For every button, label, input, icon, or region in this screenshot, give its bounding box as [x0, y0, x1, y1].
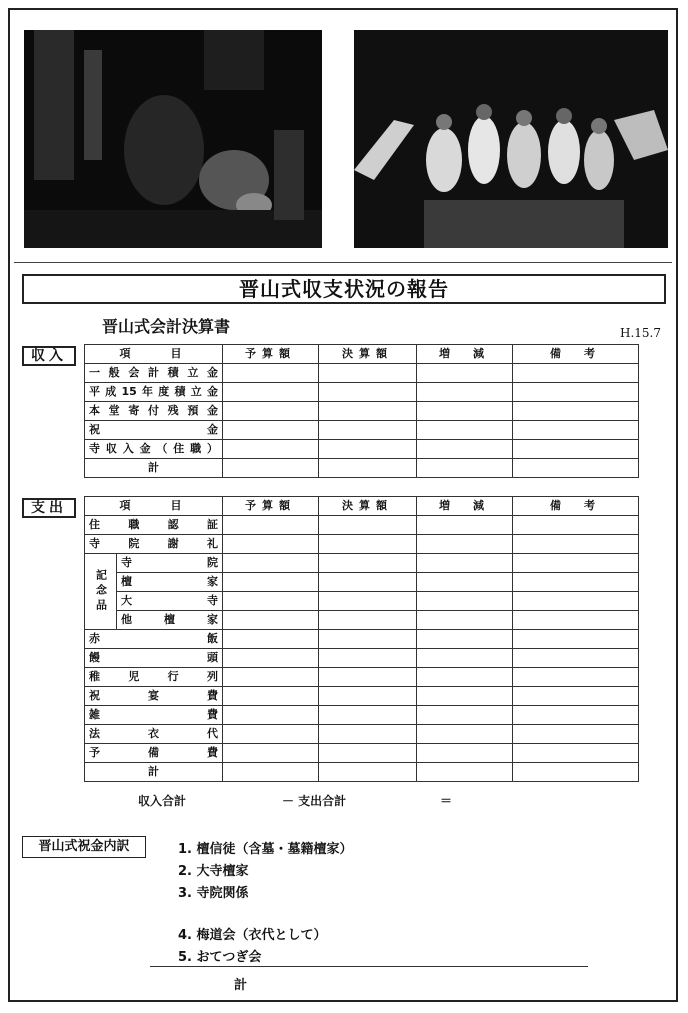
- expense-total: 計: [85, 763, 223, 782]
- expense-item: 饅頭: [85, 649, 223, 668]
- table-row: [85, 516, 639, 535]
- table-row: [85, 649, 639, 668]
- table-row: [85, 630, 639, 649]
- photo-ceremony-interior: [24, 30, 322, 248]
- header-divider: [14, 262, 672, 263]
- col-header-change: 増 減: [417, 497, 513, 516]
- expense-item: 檀家: [117, 573, 223, 592]
- col-header-change: 増 減: [417, 345, 513, 364]
- table-header-row: [85, 345, 639, 364]
- breakdown-item: 2. 大寺檀家: [178, 864, 249, 879]
- table-row: [85, 459, 639, 478]
- photo-group-portrait: [354, 30, 668, 248]
- col-header-notes: 備 考: [513, 497, 639, 516]
- expense-table: [84, 496, 639, 782]
- report-subtitle: 晋山式会計決算書: [102, 317, 231, 336]
- income-total: 計: [85, 459, 223, 478]
- table-row: [85, 611, 639, 630]
- col-header-budget: 予算額: [223, 345, 319, 364]
- expense-total-label: － 支出合計: [282, 794, 347, 808]
- report-title: 晋山式収支状況の報告: [22, 274, 666, 304]
- income-item: 寺収入金（住職）: [85, 440, 223, 459]
- expense-item: 雑費: [85, 706, 223, 725]
- table-row: [85, 744, 639, 763]
- expense-item: 大寺: [117, 592, 223, 611]
- table-row: [85, 725, 639, 744]
- breakdown-item: 3. 寺院関係: [178, 886, 249, 901]
- income-label: 収入: [22, 346, 76, 366]
- breakdown-item: 1. 檀信徒（含墓・墓籍檀家）: [178, 842, 353, 857]
- income-item: 一般会計積立金: [85, 364, 223, 383]
- breakdown-item: 5. おてつぎ会: [178, 950, 262, 965]
- table-row: [85, 402, 639, 421]
- col-header-actual: 決算額: [319, 345, 417, 364]
- equals-sign: ＝: [440, 794, 453, 808]
- expense-item: 寺院謝礼: [85, 535, 223, 554]
- col-header-item: 項 目: [85, 497, 223, 516]
- expense-item: 他檀家: [117, 611, 223, 630]
- kinen-group-label: 記念品: [85, 554, 117, 630]
- table-row: [85, 687, 639, 706]
- income-item: 平成15年度積立金: [85, 383, 223, 402]
- table-row: [85, 592, 639, 611]
- table-row: [85, 440, 639, 459]
- expense-item: 稚児行列: [85, 668, 223, 687]
- expense-item: 住職認証: [85, 516, 223, 535]
- table-row: [85, 421, 639, 440]
- table-row: [85, 535, 639, 554]
- breakdown-label: 晋山式祝金内訳: [22, 836, 146, 858]
- table-row: [85, 573, 639, 592]
- income-total-label: 収入合計: [138, 794, 187, 808]
- col-header-actual: 決算額: [319, 497, 417, 516]
- income-item: 祝 金: [85, 421, 223, 440]
- report-date: H.15.7: [620, 326, 661, 340]
- col-header-budget: 予算額: [223, 497, 319, 516]
- income-table: [84, 344, 639, 478]
- table-row: [85, 364, 639, 383]
- expense-item: 予備費: [85, 744, 223, 763]
- expense-item: 寺院: [117, 554, 223, 573]
- table-header-row: [85, 497, 639, 516]
- expense-item: 赤飯: [85, 630, 223, 649]
- table-row: [85, 763, 639, 782]
- breakdown-divider: [150, 966, 588, 967]
- col-header-item: 項 目: [85, 345, 223, 364]
- expense-label: 支出: [22, 498, 76, 518]
- expense-item: 祝宴費: [85, 687, 223, 706]
- table-row: [85, 383, 639, 402]
- income-item: 本堂寄付残預金: [85, 402, 223, 421]
- breakdown-total: 計: [234, 978, 248, 993]
- breakdown-item: 4. 梅道会（衣代として）: [178, 928, 327, 943]
- table-row: [85, 706, 639, 725]
- table-row: [85, 668, 639, 687]
- expense-item: 法衣代: [85, 725, 223, 744]
- col-header-notes: 備 考: [513, 345, 639, 364]
- table-row: [85, 554, 639, 573]
